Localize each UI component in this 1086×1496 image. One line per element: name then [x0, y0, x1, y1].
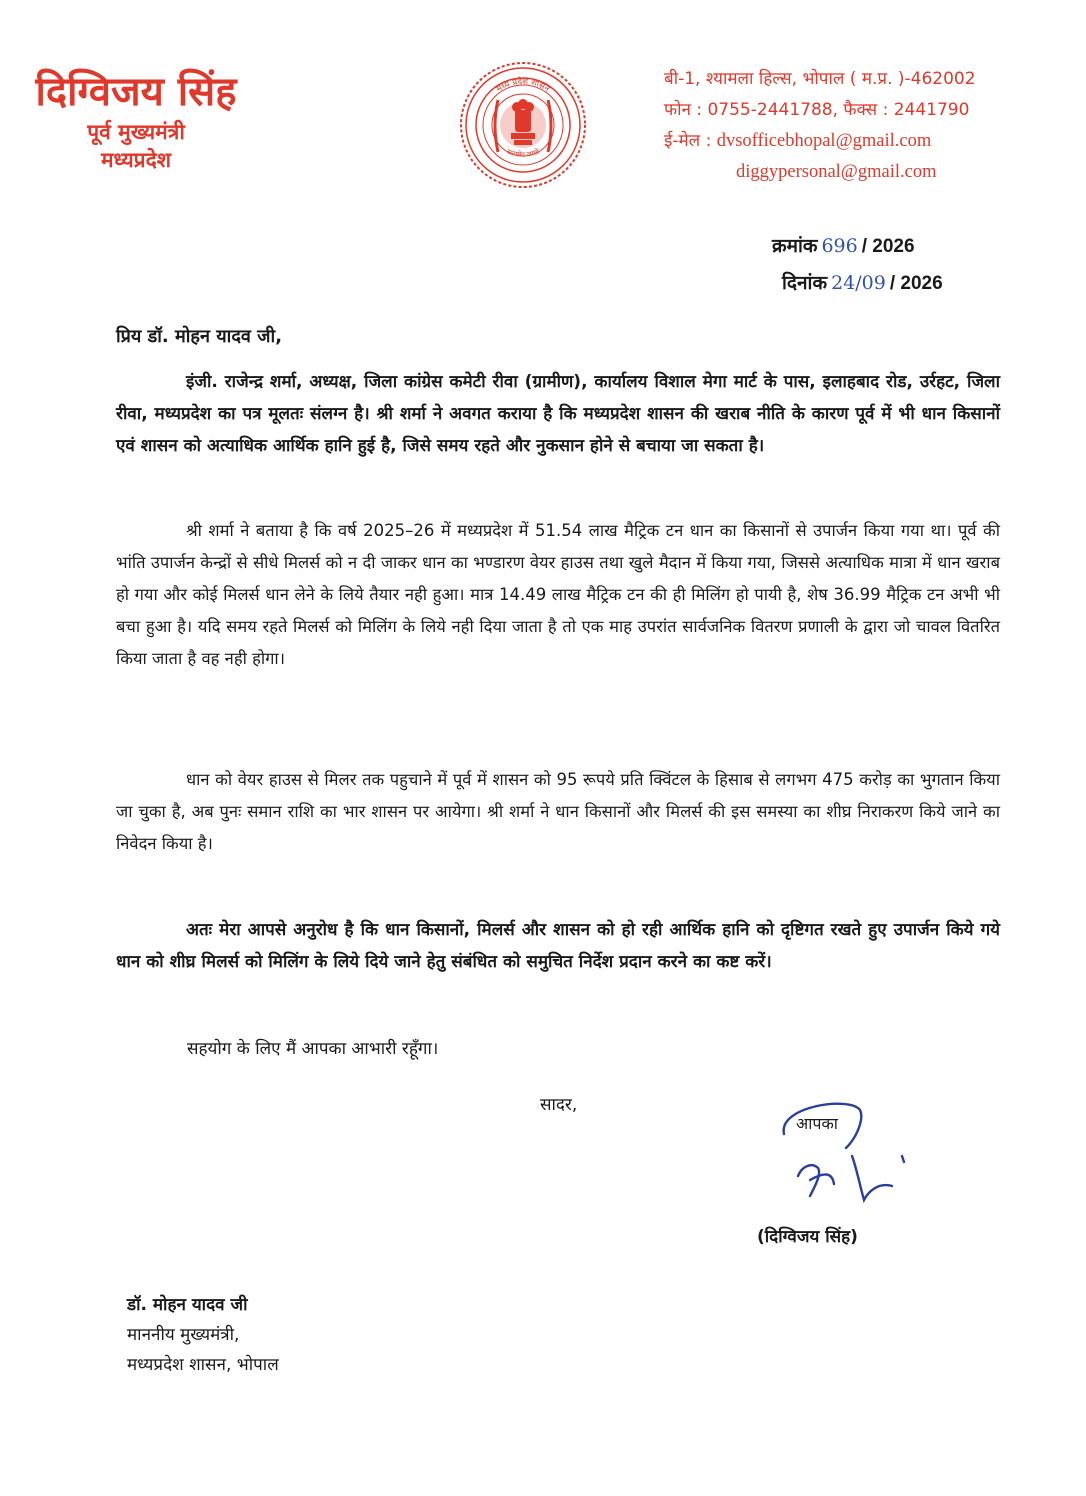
- signature-label: आपका: [796, 1114, 838, 1133]
- handwritten-signature: [760, 1096, 920, 1206]
- addressee-block: [127, 1290, 279, 1380]
- reference-date-year: / 2026: [889, 273, 943, 294]
- reference-date-row: [772, 265, 943, 302]
- signatory-name: (दिग्विजय सिंह): [757, 1227, 858, 1247]
- paragraph-5: सहयोग के लिए मैं आपका आभारी रहूँगा।: [187, 1039, 439, 1059]
- letterhead-contact: [664, 64, 1076, 188]
- svg-text:मध्य प्रदेश शासन: [495, 76, 552, 95]
- addressee-office: मध्यप्रदेश शासन, भोपाल: [127, 1355, 279, 1375]
- madhya-pradesh-emblem-icon: [458, 60, 588, 190]
- salutation: प्रिय डॉ. मोहन यादव जी,: [116, 326, 283, 347]
- reference-number-handwritten: 696: [821, 235, 858, 257]
- sender-email-row: [664, 126, 1076, 157]
- emblem-motto-text: सत्यमेव जयते: [505, 147, 541, 160]
- paragraph-3: धान को वेयर हाउस से मिलर तक पहुचाने में पूर्व में शासन को 95 रूपये प्रति क्विंटल के हिसाब से लगभग 475 करोड़ का भुगतान किया जा चुका है, अब पुनः समान राशि का भार शासन पर आयेगा। श्री शर्मा ने धान किसानों और मिलर्स की इस समस्या का शीघ्र निराकरण किये जाने का निवेदन किया है।: [116, 770, 1000, 853]
- sender-email-row-2: [664, 157, 1076, 188]
- reference-date-handwritten: 24/09: [831, 272, 886, 294]
- letterhead-sender: [16, 66, 256, 174]
- reference-date-label: दिनांक: [782, 272, 828, 294]
- sender-name: दिग्विजय सिंह: [35, 69, 237, 115]
- email-personal: diggypersonal@gmail.com: [736, 162, 937, 182]
- paragraph-4: अतः मेरा आपसे अनुरोध है कि धान किसानों, मिलर्स और शासन को हो रही आर्थिक हानि को दृष्टिगत रखते हुए उपार्जन किये गये धान को शीघ्र मिलर्स को मिलिंग के लिये दिये जाने हेतु संबंधित को समुचित निर्देश प्रदान करने का कष्ट करें।: [116, 920, 1000, 972]
- sender-title: पूर्व मुख्यमंत्री: [87, 120, 185, 144]
- closing-text: सादर,: [540, 1095, 578, 1115]
- reference-number-label: क्रमांक: [772, 235, 818, 257]
- emblem-top-text: मध्य प्रदेश शासन: [494, 76, 552, 95]
- sender-address: बी-1, श्यामला हिल्स, भोपाल ( म.प्र. )-462002: [664, 69, 976, 89]
- email-primary: dvsofficebhopal@gmail.com: [716, 131, 932, 151]
- addressee-name: डॉ. मोहन यादव जी: [127, 1295, 248, 1315]
- email-label: ई-मेल :: [664, 131, 717, 151]
- letter-reference: [772, 228, 943, 302]
- paragraph-2: श्री शर्मा ने बताया है कि वर्ष 2025–26 में मध्यप्रदेश में 51.54 लाख मैट्रिक टन धान का किसानों से उपार्जन किया गया था। पूर्व की भांति उपार्जन केन्द्रों से सीधे मिलर्स को न दी जाकर धान का भण्डारण वेयर हाउस तथा खुले मैदान में किया गया, जिससे अत्याधिक मात्रा में धान खराब हो गया और कोई मिलर्स धान लेने के लिये तैयार नही हुआ। मात्र 14.49 लाख मैट्रिक टन की ही मिलिंग हो पायी है, शेष 36.99 मैट्रिक टन अभी भी बचा हुआ है। यदि समय रहते मिलर्स को मिलिंग के लिये नही दिया जाता है तो एक माह उपरांत सार्वजनिक वितरण प्रणाली के द्वारा जो चावल वितरित किया जाता है वह नही होगा।: [116, 521, 1000, 668]
- sender-state: मध्यप्रदेश: [100, 148, 171, 172]
- paragraph-1: इंजी. राजेन्द्र शर्मा, अध्यक्ष, जिला कांग्रेस कमेटी रीवा (ग्रामीण), कार्यालय विशाल मेगा मार्ट के पास, इलाहबाद रोड, उर्रहट, जिला रीवा, मध्यप्रदेश का पत्र मूलतः संलग्न है। श्री शर्मा ने अवगत कराया है कि मध्यप्रदेश शासन की खराब नीति के कारण पूर्व में भी धान किसानों एवं शासन को अत्याधिक आर्थिक हानि हुई है, जिसे समय रहते और नुकसान होने से बचाया जा सकता है।: [116, 372, 1000, 456]
- addressee-designation: माननीय मुख्यमंत्री,: [127, 1325, 240, 1345]
- svg-text:सत्यमेव जयते: [506, 146, 542, 159]
- reference-number-year: / 2026: [861, 236, 915, 257]
- sender-phone: फोन : 0755-2441788, फैक्स : 2441790: [664, 100, 970, 120]
- reference-number-row: [772, 228, 943, 265]
